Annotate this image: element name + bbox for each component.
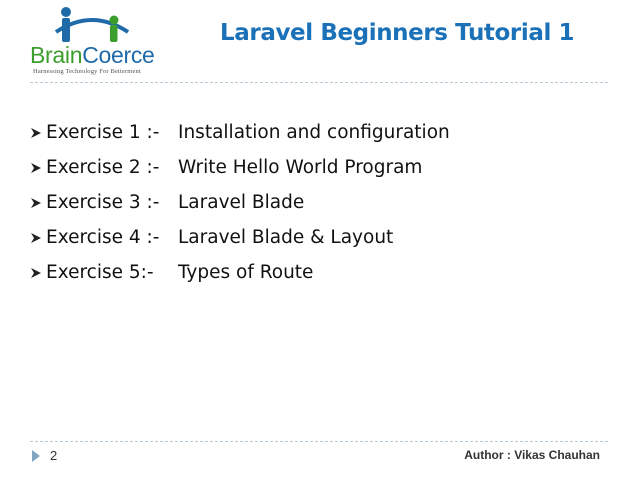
arrow-bullet-icon [30,124,46,142]
logo-wordmark-brain: Brain [30,42,83,68]
arrow-bullet-icon [30,159,46,177]
footer-divider [30,441,608,442]
exercise-label: Exercise 5:- [46,262,154,283]
list-item [30,185,450,220]
brand-logo [30,6,180,76]
arrow-bullet-icon [30,264,46,282]
exercise-text: Write Hello World Program [178,157,423,178]
exercise-label: Exercise 4 :- [46,227,160,248]
exercise-text: Laravel Blade & Layout [178,227,394,248]
exercise-text: Laravel Blade [178,192,305,213]
arrow-bullet-icon [30,229,46,247]
list-item [30,150,450,185]
page-number: 2 [50,448,58,463]
triangle-marker-icon [32,450,40,462]
header-divider [30,82,608,83]
author-credit: Author : Vikas Chauhan [464,448,600,462]
exercise-text: Installation and configuration [178,122,450,143]
logo-tagline: Harnessing Technology For Betterment [33,68,141,75]
logo-wordmark [30,42,155,68]
arrow-bullet-icon [30,194,46,212]
logo-wordmark-coerce: Coerce [82,42,155,68]
list-item [30,255,450,290]
exercise-text: Types of Route [178,262,314,283]
exercise-label: Exercise 2 :- [46,157,160,178]
exercise-label: Exercise 1 :- [46,122,160,143]
exercise-label: Exercise 3 :- [46,192,160,213]
slide-title: Laravel Beginners Tutorial 1 [220,20,575,46]
list-item [30,220,450,255]
exercise-list [30,115,450,290]
list-item [30,115,450,150]
